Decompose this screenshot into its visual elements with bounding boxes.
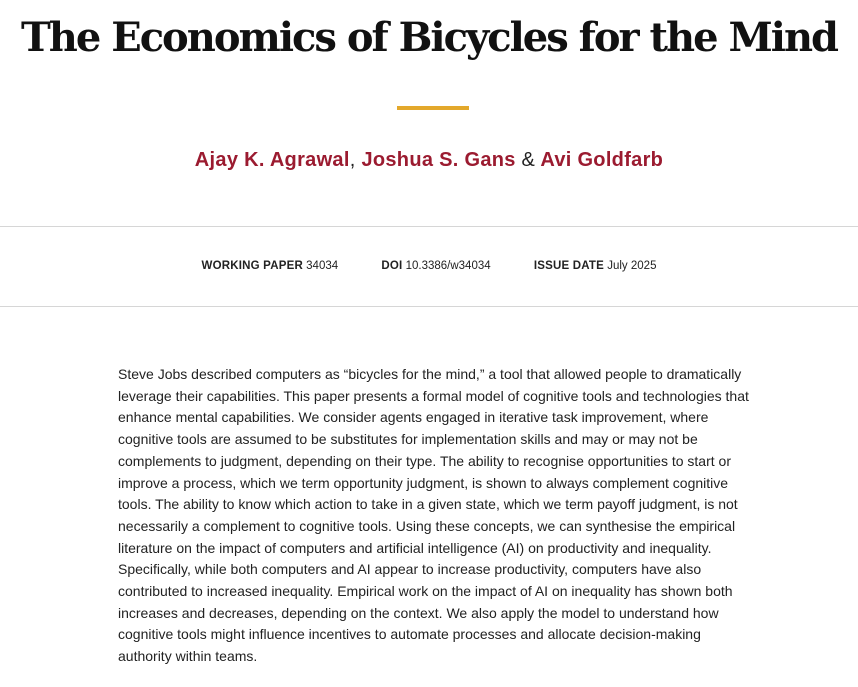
doi-label: DOI [381, 260, 403, 272]
author-separator-ampersand: & [521, 149, 536, 171]
paper-meta-bar [0, 226, 858, 307]
author-separator-comma: , [349, 149, 356, 171]
author-link-gans[interactable]: Joshua S. Gans [361, 149, 516, 171]
working-paper-label: WORKING PAPER [201, 260, 303, 272]
working-paper-value: 34034 [306, 260, 339, 272]
working-paper-number [202, 260, 339, 272]
issue-date-label: ISSUE DATE [533, 260, 605, 272]
author-list [0, 149, 858, 172]
abstract-text: Steve Jobs described computers as “bicycles for the mind,” a tool that allowed people to dramatically leverage their capabilities. This paper presents a formal model of cognitive tools and technologies that enhance mental capabilities. We consider agents engaged in iterative task improvement, where cognitive tools are assumed to be substitutes for implementation skills and may or may not be complements to judgment, depending on their type. The ability to recognise opportunities to start or improve a process, which we term opportunity judgment, is shown to always complement cognitive tools. The ability to know which action to take in a given state, which we term payoff judgment, is not necessarily a complement to cognitive tools. Using these concepts, we can synthesise the empirical literature on the impact of computers and artificial intelligence (AI) on productivity and inequality. Specifically, while both computers and AI appear to increase productivity, computers have also contributed to increased inequality. Empirical work on the impact of AI on inequality has shown both increases and decreases, depending on the context. We also apply the model to understand how cognitive tools might influence incentives to automate processes and allocate decision-making authority within teams. [118, 366, 749, 665]
issue-date-value: July 2025 [607, 260, 657, 272]
page-title: The Economics of Bicycles for the Mind [20, 14, 838, 61]
doi [381, 260, 490, 272]
paper-meta-row [0, 260, 858, 272]
author-link-agrawal[interactable]: Ajay K. Agrawal [194, 149, 350, 171]
author-link-goldfarb[interactable]: Avi Goldfarb [540, 149, 664, 171]
issue-date [534, 260, 657, 272]
title-accent-rule [397, 106, 469, 110]
doi-value: 10.3386/w34034 [405, 260, 491, 272]
